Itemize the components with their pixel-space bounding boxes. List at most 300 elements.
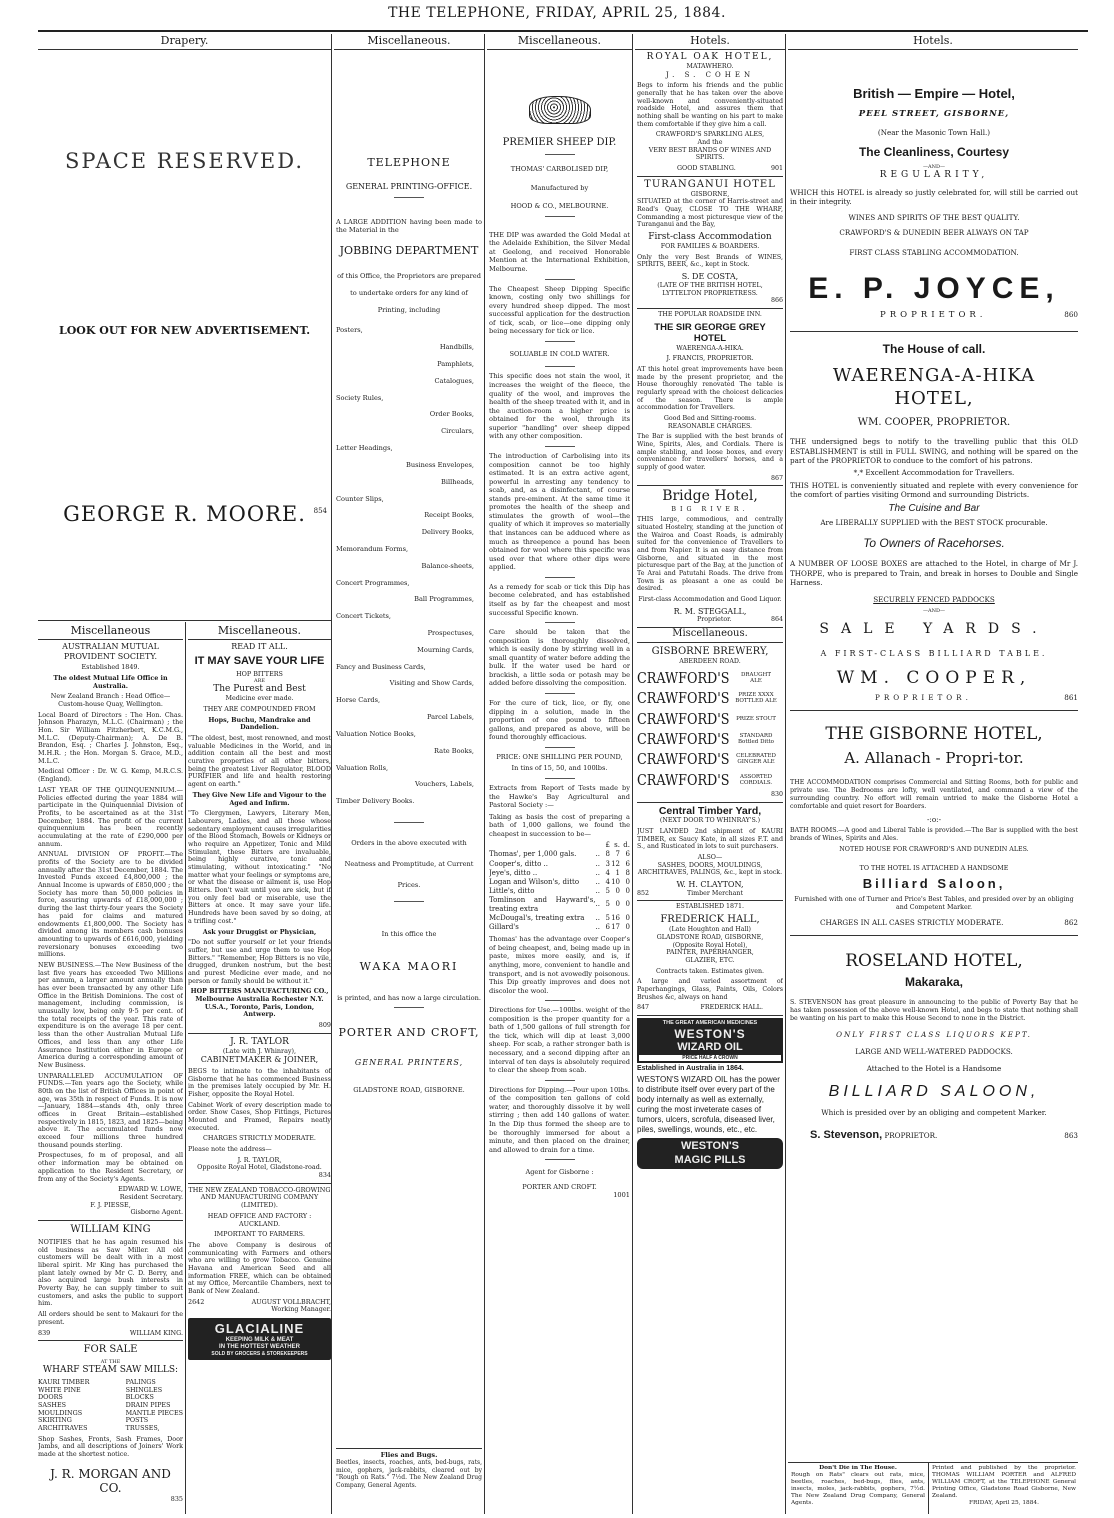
- taylor-number: 834: [318, 1171, 331, 1180]
- frederick-late: (Late Houghton and Hall): [668, 926, 752, 934]
- table-cell: 4: [605, 868, 610, 877]
- amp-unparalleled: UNPARALLELED ACCUMULATION OF FUNDS.—Ten years ago the Society, while 80th on the list of British Offices in point of age, was 35th in respect of Funds. It is now—January, 1884—stands 4th, only three offices in Great Britain—established respectively in 1815, 1823, and 1825—being above it. The accumulated funds now exceed four millions three hundred thousand pounds sterling.: [38, 1071, 183, 1149]
- turanganui-first: First-class Accommodation: [648, 232, 772, 243]
- amp-signature: EDWARD W. LOWE,: [118, 1185, 183, 1194]
- frederick-established: ESTABLISHED 1871.: [675, 903, 745, 911]
- hotels-column-right: [790, 52, 1078, 1462]
- wharf-shop: Shop Sashes, Fronts, Sash Frames, Door Jambs, and all descriptions of Joiners' Work made at the shortest notice.: [38, 1434, 183, 1459]
- table-cell: 8: [625, 868, 630, 877]
- wharf-item: MOULDINGS: [38, 1408, 83, 1417]
- waerenga-owner: WM. COOPER, PROPRIETOR.: [857, 417, 1011, 429]
- brewery-product-kind: STANDARD: [739, 733, 773, 740]
- wharf-item: MANTLE PIECES: [125, 1408, 183, 1417]
- brewery-product-name: CRAWFORD'S: [637, 729, 730, 748]
- pills-westons: WESTON'S: [680, 1140, 740, 1153]
- bridge-hotel-ad: [637, 485, 783, 624]
- printing-item: [336, 406, 482, 423]
- table-row: [489, 923, 630, 932]
- wizard-price: PRICE HALF A CROWN: [639, 1055, 781, 1061]
- printing-item-left: Memorandum Forms,: [336, 544, 409, 553]
- printing-item-left: Concert Tickets,: [336, 612, 391, 621]
- royal-oak-title: ROYAL OAK HOTEL,: [646, 52, 774, 62]
- british-owner: E. P. JOYCE,: [808, 271, 1060, 305]
- wharf-number: 835: [170, 1494, 183, 1503]
- printing-items: [336, 322, 482, 810]
- grey-bed: Good Bed and Sitting-rooms.: [663, 415, 757, 423]
- printing-item-right: Rate Books,: [434, 746, 474, 755]
- tobacco-number: 2642: [188, 1297, 205, 1306]
- hop-purest: The Purest and Best: [213, 684, 306, 695]
- header-misc: Miscellaneous.: [487, 34, 632, 50]
- wizard-body: WESTON'S WIZARD OIL has the power to distribute itself over every part of the body internally as well as externally, curing the most inveterate cases of tumors, ulcers, scrofula, diseased liver, piles, swellings, wounds, etc., etc.: [637, 1075, 780, 1135]
- hop-give: They Give New Life and Vigour to the Aged and Infirm.: [192, 790, 327, 807]
- frederick-opposite: (Opposite Royal Hotel),: [672, 941, 748, 949]
- british-regularity: REGULARITY,: [879, 170, 989, 181]
- amp-annual: ANNUAL DIVISION OF PROFIT.—The profits of the Society are to be divided annually after the 31st December, 1884. The Invested Funds exceed £4,800,000 ; the Annual Income is upwards of £850,000 ; the Society has more than 50,000 policies in force, assuring upwards of £18,000,000 ; during the last thirty-four years the Society has paid for claims and matured endowments £1,800,000. The Society has divided among its members cash bonuses amounting to upwards of £616,000, yielding reversionary bonuses exceeding two millions.: [38, 850, 183, 959]
- divider: [545, 154, 575, 155]
- wharf-at: AT THE: [100, 1359, 121, 1366]
- roseland-liquors: ONLY FIRST CLASS LIQUORS KEPT.: [836, 1029, 1032, 1039]
- roseland-saloon: BILLIARD SALOON,: [828, 1082, 1040, 1100]
- tobacco-title: THE NEW ZEALAND TOBACCO-GROWING AND MANUFACTURING COMPANY (LIMITED).: [188, 1185, 331, 1210]
- printing-item-right: Mourning Cards,: [417, 645, 474, 654]
- table-cell: 0: [625, 923, 630, 932]
- royal-oak-ad: [637, 52, 783, 173]
- william-king-ad: [38, 1220, 183, 1337]
- frederick-glazier: GLAZIER, ETC.: [685, 956, 735, 964]
- sir-george-grey-ad: [637, 308, 783, 483]
- printing-department: JOBBING DEPARTMENT: [339, 244, 479, 258]
- printing-item-left: Horse Cards,: [336, 696, 381, 705]
- divider: [545, 366, 575, 367]
- wharf-item: PALINGS: [125, 1377, 156, 1386]
- divider: [545, 622, 575, 623]
- printing-item-right: Visiting and Show Cards,: [389, 679, 474, 688]
- frederick-address: GLADSTONE ROAD, GISBORNE,: [656, 933, 764, 941]
- british-role: PROPRIETOR.: [880, 309, 987, 320]
- brewery-product: [637, 689, 783, 707]
- wizard-established: Established in Australia in 1864.: [637, 1064, 744, 1072]
- sheep-illustration: [529, 96, 591, 124]
- printing-item-right: Receipt Books,: [424, 511, 474, 520]
- table-cell: Logan and Wilson's, ditto: [489, 877, 580, 886]
- royal-oak-and: And the: [697, 138, 723, 146]
- waerenga-signature: WM. COOPER,: [836, 667, 1032, 688]
- hop-name: HOP BITTERS: [236, 669, 283, 678]
- divider: [545, 1080, 575, 1081]
- gisborne-body: THE ACCOMMODATION comprises Commercial and Sitting Rooms, both for public and private use. The Bedrooms are lofty, well ventilated, and command a view of the surrounding country. No effort will remain untried to make the Gisborne Hotel a comfortable and quiet resort for Boarders.: [790, 778, 1078, 811]
- turanganui-families: FOR FAMILIES & BOARDERS.: [660, 243, 760, 251]
- amp-prospectus: Prospectuses, fo m of proposal, and all other information may be obtained on application to the Resident Secretary, or from any of the Society's Agents.: [38, 1151, 183, 1183]
- wharf-item: DRAIN PIPES: [125, 1401, 171, 1410]
- amp-established: Established 1849.: [81, 663, 140, 672]
- rats-title: Don't Die in The House.: [819, 1465, 897, 1471]
- timber-also-items: SASHES, DOORS, MOULDINGS, ARCHITRAVES, PALINGS, &c., kept in stock.: [637, 861, 783, 877]
- table-cell: ..: [595, 886, 600, 895]
- wharf-item: BLOCKS: [125, 1393, 154, 1402]
- printing-item-left: Counter Slips,: [336, 494, 384, 503]
- printing-item-right: Delivery Books,: [421, 528, 474, 537]
- timber-owner: W. H. CLAYTON,: [676, 880, 744, 889]
- brewery-product-kind: CELEBRATED: [736, 753, 776, 760]
- glacialine-ad-image: [188, 1318, 331, 1360]
- table-cell: 7: [615, 850, 620, 859]
- wharf-right-list: [126, 1379, 183, 1433]
- table-cell: 0: [625, 914, 630, 923]
- divider: [394, 901, 424, 902]
- printing-item-left: Concert Programmes,: [336, 578, 410, 587]
- tobacco-role: Working Manager.: [271, 1305, 331, 1314]
- printing-item-left: Posters,: [336, 326, 363, 335]
- royal-oak-stabling: GOOD STABLING.: [677, 164, 736, 172]
- printing-item-right: Pamphlets,: [437, 360, 474, 369]
- waerenga-and: —AND—: [923, 607, 945, 614]
- wizard-oil: WIZARD OIL: [677, 1041, 743, 1054]
- sheep-dip-p9: Taking as basis the cost of preparing a bath of 1,000 gallons, we found the cheapest in succession to be—: [489, 812, 630, 838]
- table-cell: 4: [605, 877, 610, 886]
- frederick-body: A large and varied assortment of Paperhangings, Glass, Paints, Oils, Colors Brushes &c, always on hand: [637, 978, 783, 1001]
- taylor-late: (Late with J. Whinray),: [222, 1046, 297, 1055]
- roseland-role: PROPRIETOR.: [884, 1130, 938, 1140]
- sheep-dip-price: PRICE: ONE SHILLING PER POUND,: [496, 752, 623, 761]
- table-row: [489, 869, 630, 878]
- table-header: d.: [623, 841, 630, 850]
- roseland-number: 863: [1064, 1130, 1078, 1140]
- king-signature: WILLIAM KING.: [129, 1328, 183, 1337]
- divider: [394, 197, 424, 198]
- printing-item-right: Circulars,: [441, 427, 474, 436]
- brewery-product-detail: Bottled Ditto: [738, 739, 774, 746]
- tobacco-signature: AUGUST VOLLBRACHT,: [251, 1297, 331, 1306]
- wharf-signature: J. R. MORGAN AND CO.: [50, 1466, 171, 1496]
- divider: [545, 577, 575, 578]
- waerenga-loose-boxes: A NUMBER OF LOOSE BOXES are attached to the Hotel, in charge of Mr J. THORPE, who is prepared to Train, and break in horses to Double and Single Harness.: [790, 559, 1078, 588]
- table-cell: ..: [595, 914, 600, 923]
- royal-oak-brands: VERY BEST BRANDS OF WINES AND SPIRITS.: [648, 146, 772, 162]
- sheep-dip-p10: Thomas' has the advantage over Cooper's of being cheapest, and, being made up in paste, mixes more easily, and is, if anything, more, convenient to handle and transport, and is not avowedly poisonous. This Dip greatly improves and does not discolor the wool.: [489, 935, 630, 995]
- bridge-first: First-class Accommodation and Good Liquor.: [638, 595, 782, 603]
- amp-title: AUSTRALIAN MUTUAL PROVIDENT SOCIETY.: [62, 642, 159, 661]
- brewery-product-detail: BOTTLED ALE: [735, 698, 777, 705]
- wharf-item: WHITE PINE: [38, 1385, 81, 1394]
- section-rule: [38, 620, 331, 621]
- glacialine-line: KEEPING MILK & MEAT: [225, 1336, 294, 1343]
- wharf-saw-mills-ad: [38, 1340, 183, 1503]
- hop-medicine: Medicine ever made.: [225, 694, 294, 703]
- turanganui-body: SITUATED at the corner of Harris-street and Read's Quay, CLOSE TO THE WHARF, Commanding a most picturesque view of the Turanganui and the Bay,: [637, 198, 783, 229]
- sheep-dip-p4: The introduction of Carbolising into its composition cannot be too highly estimated. It is an extra active agent, powerful in arresting any tendency to scab, and, as a disinfectant, of course stands pre-eminent. At the same time it promotes the health of the sheep and stimulates the growth of wool—the quality of which it improves so materially that instances can be adduced where as much as threepence a pound has been obtained for wool where this specific was used over that where other dips were applied.: [489, 451, 630, 572]
- brewery-header: Miscellaneous.: [637, 628, 783, 643]
- table-cell: 3: [605, 859, 610, 868]
- taylor-opposite: Opposite Royal Hotel, Gladstone-road.: [197, 1163, 322, 1172]
- printing-intro: A LARGE ADDITION having been made to the Material in the: [336, 217, 482, 234]
- printing-item-right: Business Envelopes,: [406, 460, 474, 469]
- sheep-dip-thomas: THOMAS' CARBOLISED DIP,: [510, 165, 609, 173]
- waerenga-role: PROPRIETOR.: [875, 693, 972, 703]
- table-cell: 5: [605, 914, 610, 923]
- drapery-ad: [38, 60, 331, 620]
- turanganui-number: 866: [770, 297, 783, 305]
- table-cell: Cooper's, ditto ..: [489, 859, 548, 868]
- waerenga-convenient: THIS HOTEL is conveniently situated and replete with every convenience for the comfort of parties visiting Ormond and surrounding Districts.: [790, 480, 1078, 500]
- printing-item: [336, 575, 482, 592]
- hop-ingredients: Hops, Buchu, Mandrake and Dandelion.: [208, 715, 311, 732]
- printing-item: [336, 524, 482, 541]
- turanganui-late: (LATE OF THE BRITISH HOTEL, LYTTELTON PROPRIETRESS.: [657, 281, 763, 297]
- printing-item: [336, 760, 482, 777]
- table-cell: 6: [625, 850, 630, 859]
- brewery-products: [637, 669, 783, 789]
- brewery-title: GISBORNE BREWERY,: [651, 646, 769, 658]
- timber-also: ALSO—: [697, 853, 723, 861]
- grey-title: THE SIR GEORGE GREY HOTEL: [654, 321, 766, 345]
- table-row: [489, 887, 630, 896]
- sheep-dip-title: PREMIER SHEEP DIP.: [502, 137, 617, 148]
- printing-item: [336, 390, 482, 407]
- british-wines: WINES AND SPIRITS OF THE BEST QUALITY.: [848, 212, 1020, 222]
- wharf-items: [38, 1379, 183, 1433]
- printing-item-right: Billheads,: [441, 477, 474, 486]
- table-row: [489, 850, 630, 859]
- table-header: s.: [614, 841, 620, 850]
- roseland-body: S. STEVENSON has great pleasure in announcing to the public of Poverty Bay that he has taken possession of the above well-known Hotel, and begs to state that nothing shall be wanting on his part to make this House Second to none in the District.: [790, 998, 1078, 1023]
- printing-item-right: Catalogues,: [434, 376, 474, 385]
- hop-headline: IT MAY SAVE YOUR LIFE: [194, 654, 325, 667]
- table-cell: 6: [625, 859, 630, 868]
- hop-company: HOP BITTERS MANUFACTURING CO., Melbourne Australia Rochester N.Y. U.S.A., Toronto, Paris, London, Antwerp.: [190, 987, 329, 1019]
- table-cell: 5: [605, 886, 610, 895]
- table-header: £: [605, 841, 610, 850]
- royal-oak-ales: CRAWFORD'S SPARKLING ALES,: [655, 131, 765, 139]
- waerenga-sale-yards: SALE YARDS.: [819, 621, 1049, 638]
- printing-item: [336, 709, 482, 726]
- header-hotels: Hotels.: [788, 34, 1078, 50]
- wharf-item: POSTS: [125, 1416, 149, 1425]
- roseland-presided: Which is presided over by an obliging and competent Marker.: [821, 1108, 1047, 1118]
- wizard-top: THE GREAT AMERICAN MEDICINES: [662, 1020, 758, 1026]
- printing-office-ad: [336, 58, 482, 1513]
- tobacco-ad: [188, 1183, 331, 1314]
- printing-item: [336, 659, 482, 676]
- brewery-product-kind: ASSORTED: [739, 773, 773, 780]
- brewery-product: [637, 771, 783, 789]
- taylor-address-note: Please note the address—: [188, 1145, 272, 1154]
- rats-ad: [791, 1465, 925, 1513]
- wharf-item: SKIRTING: [38, 1416, 72, 1425]
- wharf-item: SHINGLES: [125, 1385, 163, 1394]
- printing-item-right: Order Books,: [429, 410, 474, 419]
- british-address: PEEL STREET, GISBORNE,: [858, 108, 1010, 119]
- table-cell: 8: [605, 850, 610, 859]
- brewery-product: [637, 710, 783, 728]
- hop-compounded: THEY ARE COMPOUNDED FROM: [203, 704, 316, 713]
- footer-divider: [928, 1462, 929, 1514]
- amp-branch: New Zealand Branch : Head Office—Custom-house Quay, Wellington.: [50, 692, 171, 708]
- printing-item: [336, 322, 482, 339]
- roseland-paddocks: LARGE AND WELL-WATERED PADDOCKS.: [855, 1046, 1013, 1056]
- timber-number: 852: [637, 889, 650, 897]
- table-cell: ..: [595, 900, 600, 909]
- amp-signature-role: Resident Secretary.: [119, 1192, 183, 1201]
- gisborne-attached: TO THE HOTEL IS ATTACHED A HANDSOME: [859, 864, 1009, 872]
- grey-number: 867: [770, 474, 783, 482]
- turanganui-title: TURANGANUI HOTEL: [644, 178, 776, 190]
- sheep-dip-hood: HOOD & CO., MELBOURNE.: [510, 202, 609, 211]
- table-cell: ..: [595, 877, 600, 886]
- printing-item-left: Valuation Rolls,: [336, 763, 389, 772]
- bridge-number: 864: [770, 616, 783, 624]
- taylor-name: J. R. TAYLOR: [230, 1036, 289, 1047]
- printing-item-right: Prospectuses,: [427, 629, 474, 638]
- waerenga-hotel-ad: [790, 331, 1078, 702]
- printing-item-left: Valuation Notice Books,: [336, 729, 416, 738]
- table-cell: 0: [625, 886, 630, 895]
- column-divider: [331, 34, 332, 1514]
- king-orders: All orders should be sent to Makauri for the present.: [38, 1310, 183, 1326]
- printing-in-this: In this office the: [381, 930, 437, 939]
- table-cell: 6: [605, 923, 610, 932]
- table-cell: Little's, ditto: [489, 886, 535, 895]
- printing-item: [336, 558, 482, 575]
- king-title: WILLIAM KING: [70, 1223, 151, 1235]
- magic-pills-banner: [637, 1138, 783, 1169]
- printing-item-right: Ball Programmes,: [414, 595, 474, 604]
- taylor-body-2: Cabinet Work of every description made to order. Show Cases, Shop Fittings, Pictures Mounted and Framed, Repairs neatly executed.: [188, 1100, 331, 1132]
- printing-item: [336, 642, 482, 659]
- printing-item-right: Parcel Labels,: [426, 713, 474, 722]
- waka-circulation: is printed, and has now a large circulation.: [337, 994, 481, 1003]
- royal-oak-body: Begs to inform his friends and the public generally that he has taken over the above well-known and conveniently-situated roadside Hotel, and assures them that nothing shall be wanting on his part to make them comfortable if they give him a call.: [637, 82, 783, 128]
- taylor-charges: CHARGES STRICTLY MODERATE.: [203, 1134, 316, 1143]
- printing-body: of this Office, the Proprietors are prepared to undertake orders for any kind of Printing, including: [337, 271, 481, 315]
- roseland-place: Makaraka,: [904, 975, 964, 990]
- brewery-product-kind: PRIZE XXXX: [738, 692, 774, 699]
- printing-address: GLADSTONE ROAD, GISBORNE.: [353, 1086, 465, 1095]
- sheep-dip-p5: As a remedy for scab or tick this Dip has become celebrated, and has established itself as by far the cheapest and most successful Specific known.: [489, 582, 630, 617]
- table-cell: 12: [611, 859, 620, 868]
- waerenga-racehorses: To Owners of Racehorses.: [863, 535, 1005, 550]
- amp-agent: F. J. PIESSE,: [90, 1200, 131, 1209]
- wharf-item: TRUSSES,: [125, 1424, 160, 1433]
- roseland-owner: S. Stevenson,: [810, 1128, 883, 1141]
- frederick-contracts: Contracts taken. Estimates given.: [655, 967, 765, 975]
- sheep-dip-p7: For the cure of tick, lice, or fly, one dipping in a solution, made in the proportion of one pound to fifteen gallons, and prepared as above, will be found thoroughly efficacious.: [489, 699, 630, 742]
- gisborne-number: 862: [1064, 917, 1078, 927]
- divider: [545, 446, 575, 447]
- footer-rule: [788, 1462, 1078, 1463]
- column-divider: [185, 622, 186, 1514]
- look-out-text: LOOK OUT FOR NEW ADVERTISEMENT.: [58, 324, 311, 338]
- tobacco-office: HEAD OFFICE AND FACTORY : AUCKLAND.: [207, 1211, 312, 1228]
- sheep-dip-cost-table: [489, 841, 630, 932]
- sheep-dip-p11: Directions for Use.—100lbs. weight of the composition is the proper quantity for a bath of 1,500 gallons of full strength for the tick, which will dip at least 3,000 sheep. For scab, a rather stronger bath is necessary, and a second dipping after an interval of ten days is absolutely required to clear the sheep from scab.: [489, 1006, 630, 1075]
- frederick-signature: FREDERICK HALL.: [700, 1004, 763, 1012]
- waerenga-house: The House of call.: [882, 341, 986, 356]
- space-reserved: SPACE RESERVED.: [64, 149, 304, 173]
- royal-oak-number: 901: [770, 164, 783, 172]
- hop-quote-3: "Do not suffer yourself or let your friends suffer, but use and urge them to use Hop Bitters." "Remember, Hop Bitters is no vile, drugged, drunken nostrum, but the best and purest Medicine ever made, and no person or family should be without it.": [188, 938, 331, 985]
- printing-item: [336, 692, 482, 709]
- central-timber-yard-ad: [637, 802, 783, 898]
- header-drapery: Drapery.: [38, 34, 331, 50]
- porter-croft: PORTER AND CROFT,: [338, 1026, 480, 1040]
- brewery-product-name: CRAWFORD'S: [637, 689, 730, 708]
- brewery-product: [637, 730, 783, 748]
- table-cell: 0: [615, 900, 620, 909]
- sheep-dip-signature: PORTER AND CROFT.: [522, 1182, 597, 1191]
- gisborne-furnished: Furnished with one of Turner and Price's Best Tables, and presided over by an obliging and Competent Marker.: [794, 895, 1074, 911]
- amp-medical: Medical Officer : Dr. W. G. Kemp, M.R.C.S. (England).: [38, 767, 183, 784]
- table-cell: ..: [595, 923, 600, 932]
- wizard-oil-banner: [637, 1018, 783, 1063]
- waerenga-cuisine: The Cuisine and Bar: [888, 503, 980, 515]
- wharf-item: DOORS: [38, 1393, 63, 1402]
- advertiser-name: GEORGE R. MOORE.: [63, 502, 306, 526]
- sheep-dip-p2: The Cheapest Sheep Dipping Specific known, costing only two shillings for every hundred sheep dipped. The most successful application for the destruction of tick, scab, or lice—one dipping only being necessary for tick or lice.: [489, 284, 630, 336]
- tobacco-body: The above Company is desirous of communicating with Farmers and others who are willing to grow Tobacco. Genuine Havana and American Seed and all information FREE, which can be obtained at my Office, Mercantile Chambers, next to Bank of New Zealand.: [188, 1240, 331, 1296]
- bridge-body: THIS large, commodious, and centrally situated Hostelry, standing at the junction of the Wairoa and Coast Roads, is admirably suited for the convenience of Travellers to and from Napier. It is an easy distance from Gisborne, and situated in the most picturesque part of the Bay, at the junction of Te Arai and Patutahi Roads. The drive from Town is as pleasant a one as could be desired.: [637, 516, 783, 593]
- table-cell: 16: [611, 914, 620, 923]
- grey-owner: J. FRANCIS, PROPRIETOR.: [666, 355, 754, 363]
- bridge-place: BIG RIVER.: [671, 505, 749, 513]
- brewery-product-detail: ALE: [750, 678, 762, 685]
- turanganui-place: GISBORNE,: [690, 190, 730, 198]
- wharf-left-list: [38, 1379, 89, 1433]
- pills-magic: MAGIC PILLS: [674, 1153, 746, 1166]
- gisborne-charges: CHARGES IN ALL CASES STRICTLY MODERATE.: [820, 917, 1004, 927]
- column-divider: [484, 34, 485, 1514]
- turanganui-ad: [637, 176, 783, 305]
- table-cell: 1: [615, 868, 620, 877]
- gisborne-noted: NOTED HOUSE FOR CRAWFORD'S AND DUNEDIN ALES.: [839, 846, 1029, 854]
- taylor-ad: [188, 1033, 331, 1180]
- printing-item: [336, 474, 482, 491]
- sheep-dip-p8: Extracts from Report of Tests made by the Hawke's Bay Agricultural and Pastoral Society :—: [489, 783, 630, 810]
- flies-body: Beetles, insects, roaches, ants, bed-bugs, rats, mice, gophers, jack-rabbits, cleared out by "Rough on Rats." 7½d. The New Zealand Drug Company, General Agents.: [336, 1459, 482, 1489]
- table-cell: McDougal's, treating extra: [489, 914, 585, 923]
- printing-item-right: Handbills,: [439, 343, 474, 352]
- flies-ad: [336, 1448, 482, 1492]
- brewery-number: 830: [770, 790, 783, 798]
- printing-item-left: Society Rules,: [336, 393, 384, 402]
- frederick-number: 847: [637, 1004, 650, 1012]
- divider: [545, 216, 575, 217]
- wharf-item: KAURI TIMBER: [38, 1377, 90, 1386]
- waerenga-excellent: *,* Excellent Accommodation for Travellers.: [853, 468, 1015, 478]
- grey-body: AT this hotel great improvements have been made by the present proprietor, and the House thoroughly renovated The table is regularly spread with the choicest delicacies of the season. There is ample accommodation for Travellers.: [637, 366, 783, 412]
- grey-reasonable: REASONABLE CHARGES.: [667, 422, 753, 430]
- table-row: [489, 860, 630, 869]
- table-row: [489, 878, 630, 887]
- gisborne-separator: -:o:-: [926, 814, 942, 824]
- gisborne-bath: BATH ROOMS.—A good and Liberal Table is provided.—The Bar is supplied with the best brands of Wines, Spirits and Ales.: [790, 827, 1078, 843]
- wizard-westons: WESTON'S: [674, 1026, 746, 1041]
- printing-item: [336, 491, 482, 508]
- divider: [545, 693, 575, 694]
- hop-read: READ IT ALL.: [231, 642, 288, 651]
- printing-item: [336, 373, 482, 390]
- grey-place: WAERENGA-A-HIKA.: [676, 344, 744, 352]
- brewery-product-detail: GINGER ALE: [737, 759, 775, 766]
- sheep-dip-manufactured: Manufactured by: [530, 183, 589, 192]
- table-cell: 0: [625, 900, 630, 909]
- british-empire-hotel-ad: [790, 86, 1078, 321]
- printing-item: [336, 625, 482, 642]
- taylor-trade: CABINETMAKER & JOINER,: [200, 1055, 319, 1065]
- wharf-for-sale: FOR SALE: [83, 1344, 138, 1356]
- frederick-title: FREDERICK HALL,: [660, 914, 760, 926]
- table-cell: 5: [605, 900, 610, 909]
